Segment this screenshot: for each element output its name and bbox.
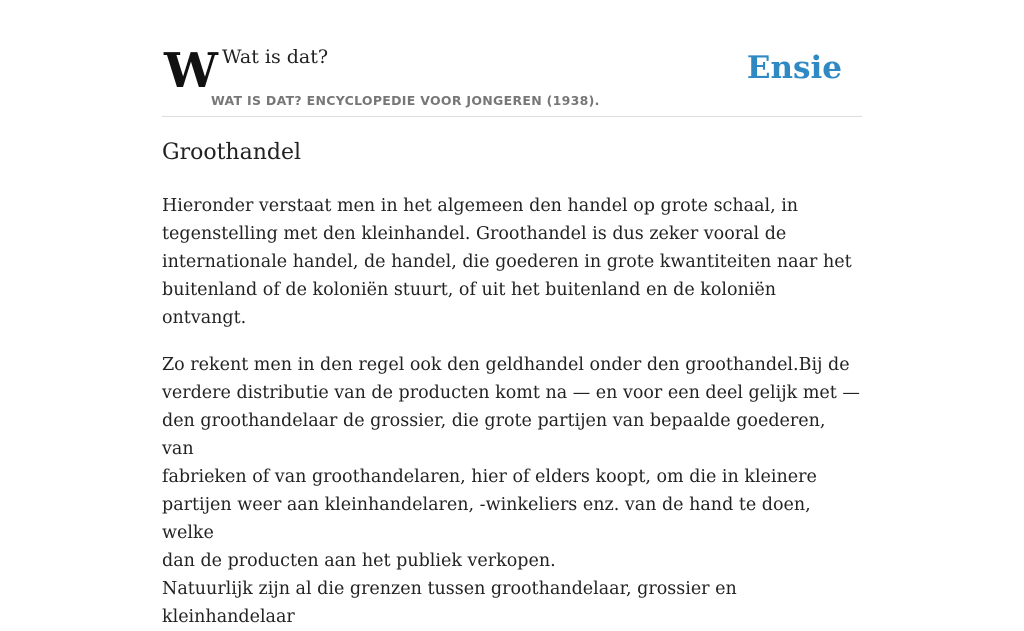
article-paragraph: Natuurlijk zijn al die grenzen tussen groothandelaar, grossier en kleinhandelaar: [162, 579, 737, 627]
article-body: [162, 192, 862, 631]
source-subtitle: WAT IS DAT? ENCYCLOPEDIE VOOR JONGEREN (1938).: [211, 93, 600, 108]
source-title-link[interactable]: Wat is dat?: [222, 46, 329, 68]
article-paragraph: Zo rekent men in den regel ook den geldhandel onder den groothandel.Bij de verdere distributie van de producten komt na — en voor een deel gelijk met — den groothandelaar de grossier, die grote partijen van bepaalde goederen, van fabrieken of van groothandelaren, hier of elders koopt, om die in kleinere partijen weer aan kleinhandelaren, -winkeliers enz. van de hand te doen, welke dan de producten aan het publiek verkopen.: [162, 355, 860, 571]
article-paragraph: Hieronder verstaat men in het algemeen den handel op grote schaal, in tegenstelling met den kleinhandel. Groothandel is dus zeker vooral de internationale handel, de handel, die goederen in grote kwantiteiten naar het buitenland of de koloniën stuurt, of uit het buitenland en de koloniën ontvangt.: [162, 196, 852, 328]
page: [162, 0, 862, 627]
article-title: Groothandel: [162, 140, 302, 165]
header: [162, 0, 862, 117]
wikipedia-logo-icon[interactable]: W: [164, 43, 212, 99]
brand-logo-link[interactable]: Ensie: [746, 50, 842, 86]
